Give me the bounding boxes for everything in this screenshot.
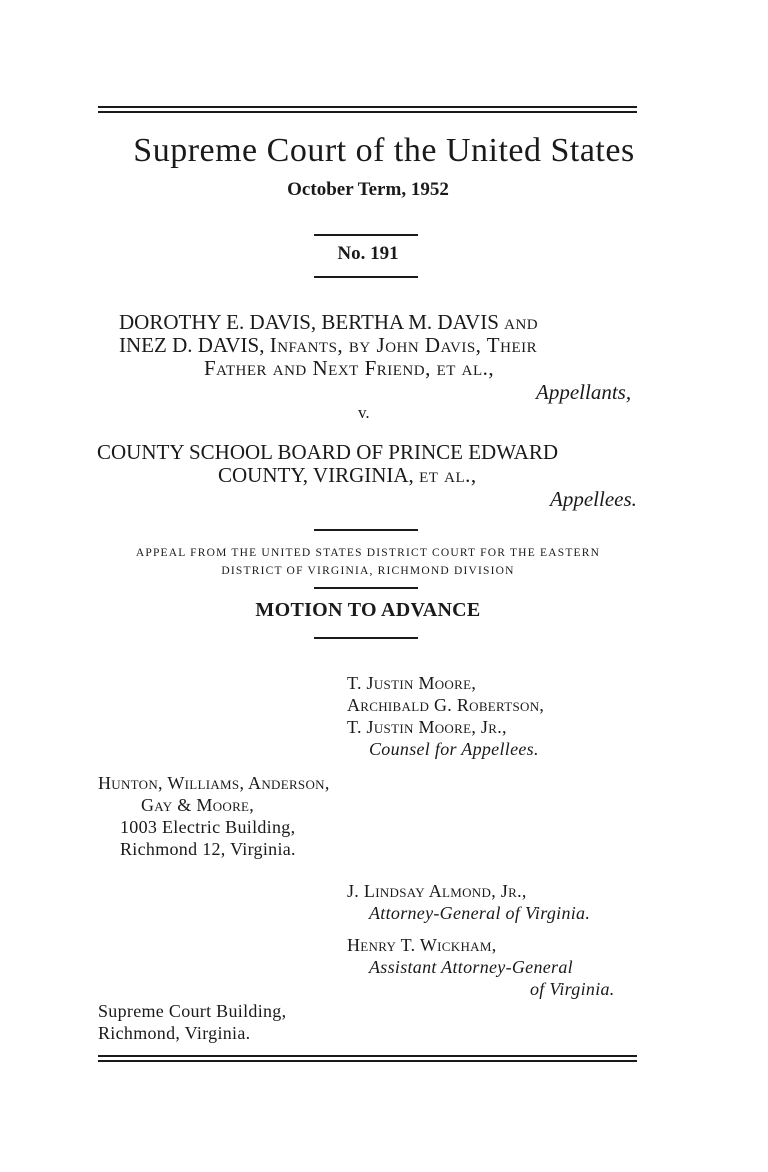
- court-title: Supreme Court of the United States: [133, 132, 635, 169]
- bottom-rule-upper: [98, 1055, 637, 1057]
- appellants-role: Appellants,: [536, 380, 632, 404]
- appellant-descriptor: Infants, by John Davis, Their: [269, 333, 538, 357]
- versus: v.: [358, 403, 370, 422]
- appellant-name-inez: INEZ D. DAVIS,: [119, 333, 265, 357]
- ag-role: Attorney-General of Virginia.: [369, 903, 591, 923]
- counsel-role: Counsel for Appellees.: [369, 739, 539, 759]
- counsel-name-3: T. Justin Moore, Jr.,: [347, 717, 507, 737]
- appellees-line2: [218, 463, 477, 488]
- number-rule-top: [314, 234, 418, 236]
- bottom-rule-lower: [98, 1060, 637, 1062]
- case-number: No. 191: [337, 243, 399, 264]
- assistant-ag-role-line1: Assistant Attorney-General: [369, 957, 573, 977]
- appeal-line2: DISTRICT OF VIRGINIA, RICHMOND DIVISION: [221, 565, 515, 577]
- firm-address2: Richmond 12, Virginia.: [120, 839, 296, 859]
- appellants-line2: [119, 333, 537, 358]
- appellee-etal: et al.,: [419, 463, 477, 487]
- motion-title: MOTION TO ADVANCE: [255, 599, 481, 621]
- counsel-name-1: T. Justin Moore,: [347, 673, 477, 693]
- appellant-names: DOROTHY E. DAVIS, BERTHA M. DAVIS: [119, 310, 499, 334]
- appellants-line1: [119, 310, 538, 335]
- ag-name: J. Lindsay Almond, Jr.,: [347, 881, 527, 901]
- top-rule-lower: [98, 111, 637, 113]
- appeal-rule-bottom: [314, 587, 418, 589]
- appellees-role: Appellees.: [550, 487, 637, 511]
- term-line: October Term, 1952: [287, 179, 449, 200]
- appellant-and: and: [504, 310, 539, 334]
- firm-address1: 1003 Electric Building,: [120, 817, 296, 837]
- appellants-line3: Father and Next Friend, et al.,: [204, 356, 495, 380]
- ag-address-line2: Richmond, Virginia.: [98, 1023, 251, 1043]
- firm-line2: Gay & Moore,: [141, 795, 255, 815]
- counsel-name-2: Archibald G. Robertson,: [347, 695, 545, 715]
- appeal-caption: [0, 544, 736, 580]
- appellee-county: COUNTY, VIRGINIA,: [218, 463, 414, 487]
- firm-line1: Hunton, Williams, Anderson,: [98, 773, 330, 793]
- motion-rule: [314, 637, 418, 639]
- top-rule-upper: [98, 106, 637, 108]
- appeal-rule-top: [314, 529, 418, 531]
- ag-address-line1: Supreme Court Building,: [98, 1001, 287, 1021]
- appeal-line1: APPEAL FROM THE UNITED STATES DISTRICT COURT FOR THE EASTERN: [135, 547, 601, 559]
- assistant-ag-role-line2: of Virginia.: [530, 979, 615, 999]
- number-rule-bottom: [314, 276, 418, 278]
- assistant-ag-name: Henry T. Wickham,: [347, 935, 497, 955]
- appellees-line1: COUNTY SCHOOL BOARD OF PRINCE EDWARD: [97, 440, 559, 464]
